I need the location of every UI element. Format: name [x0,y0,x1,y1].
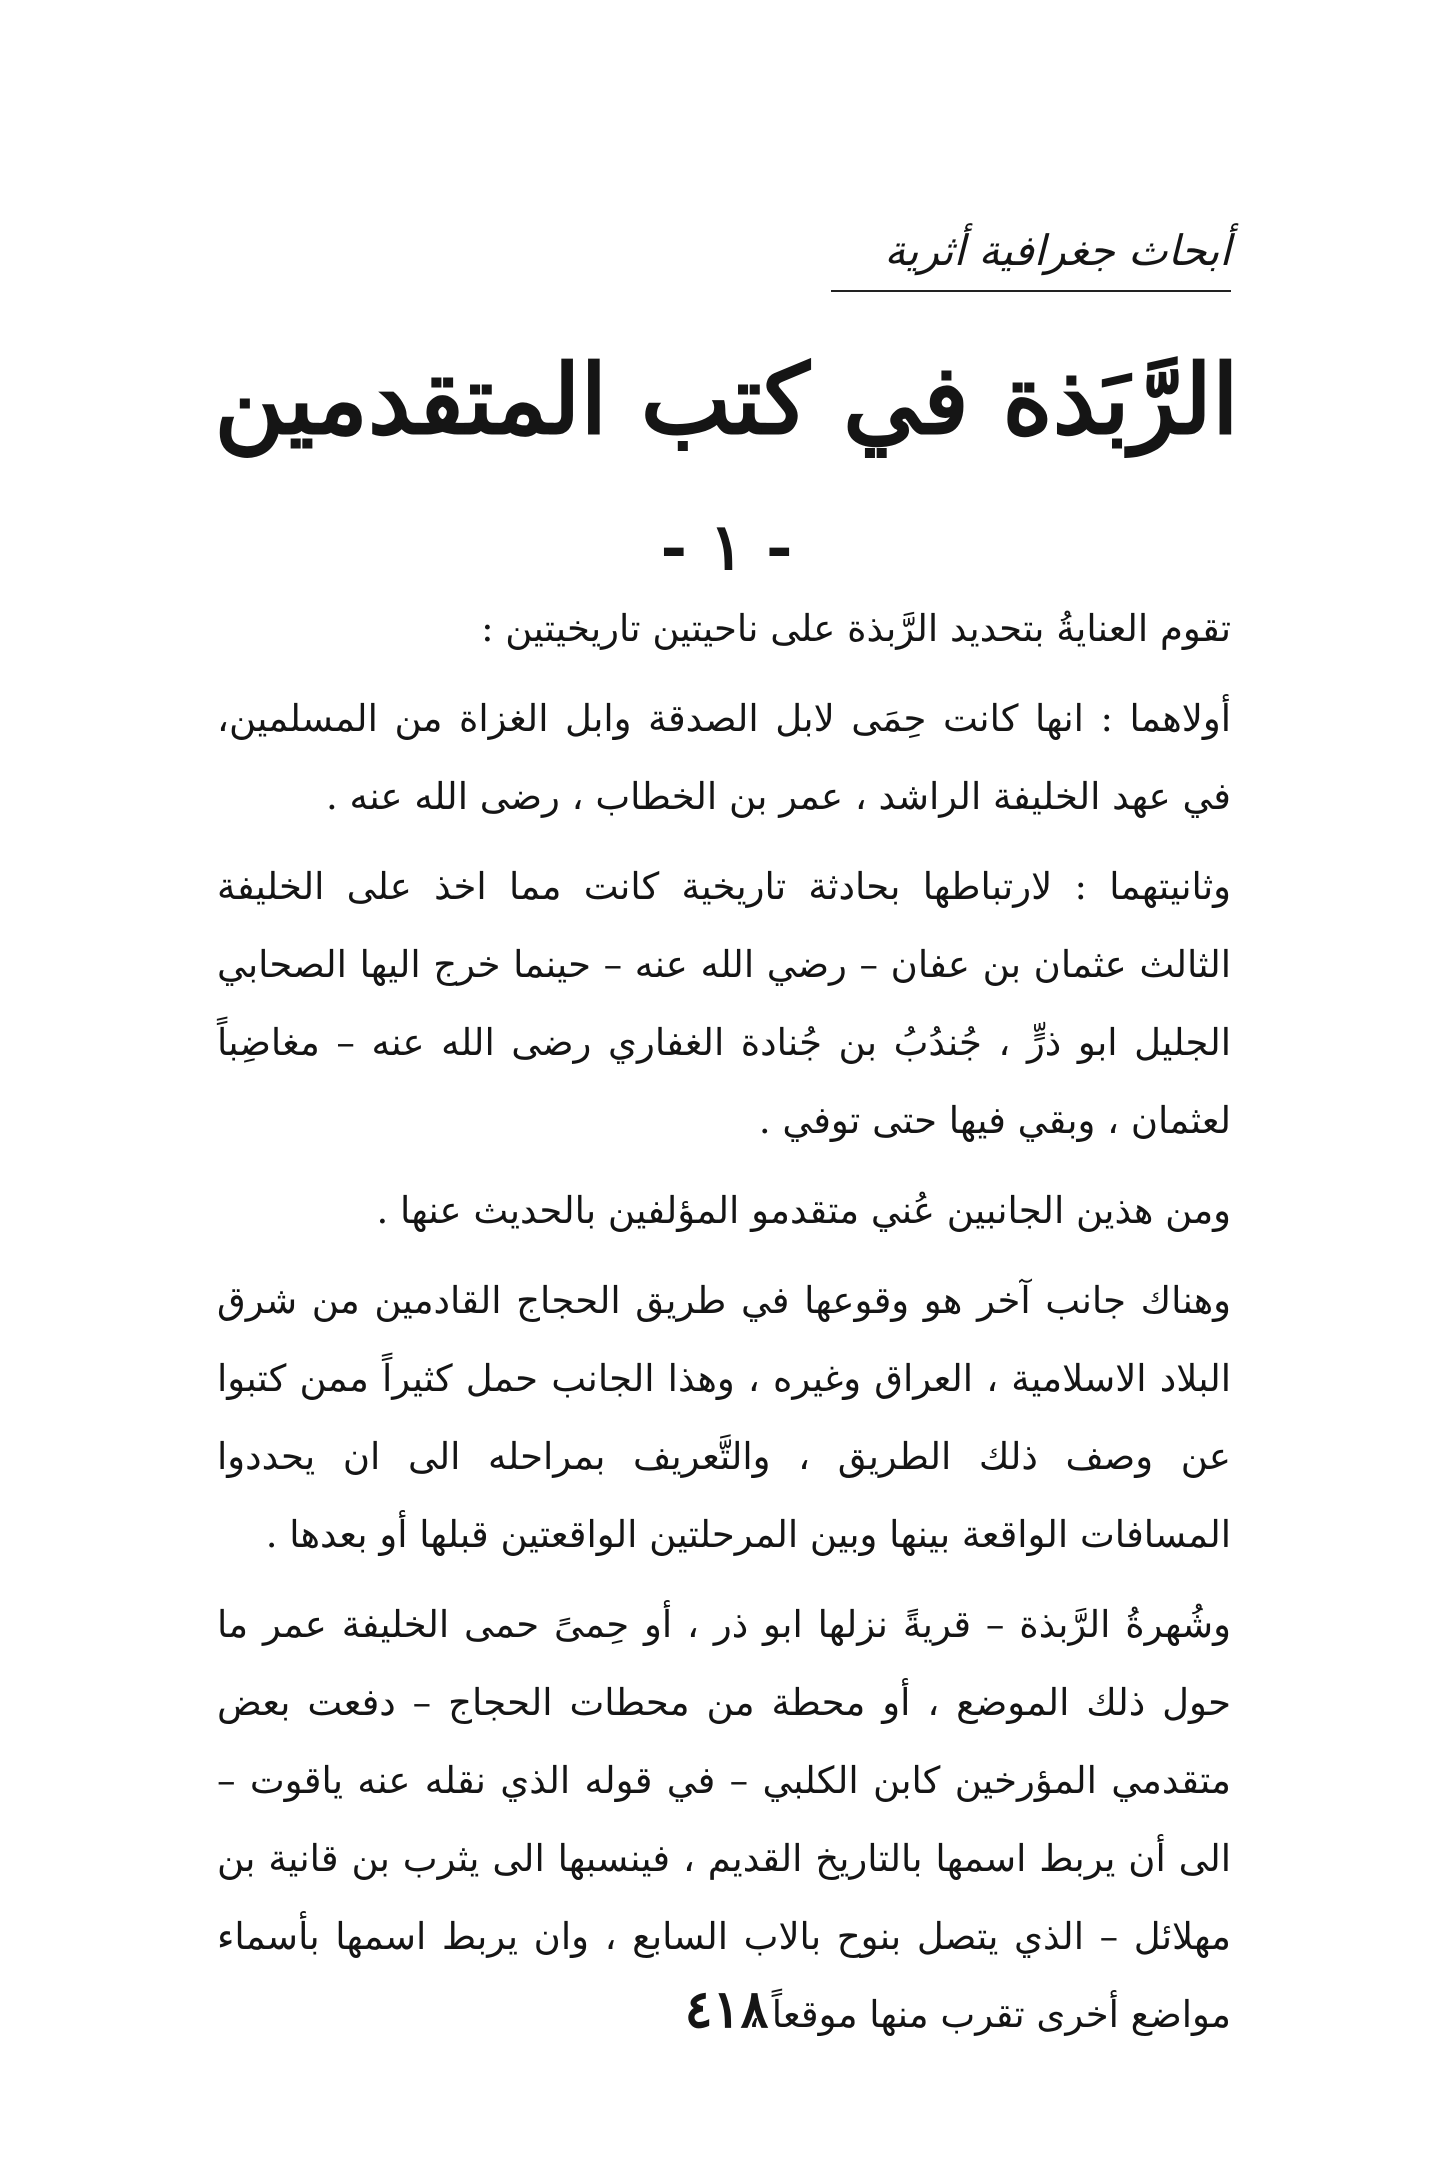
paragraph-pilgrim-route: وهناك جانب آخر هو وقوعها في طريق الحجاج القادمين من شرق البلاد الاسلامية ، العراق وغيره ، وهذا الجانب حمل كثيراً ممن كتبوا عن وصف ذلك الطريق ، والتَّعريف بمراحله الى ان يحددوا المسافات الواقعة بينها وبين المرحلتين الواقعتين قبلها أو بعدها . [217,1279,1231,1556]
paragraph-authors: ومن هذين الجانبين عُني متقدمو المؤلفين بالحديث عنها . [376,1189,1231,1232]
page-number: ٤١٨ [684,1979,769,2040]
article-title: الرَّبَذة في كتب المتقدمين [214,343,1239,456]
paragraph-fame: وشُهرةُ الرَّبذة – قريةً نزلها ابو ذر ، أو حِمىً حمى الخليفة عمر ما حول ذلك الموضع ، أو محطة من محطات الحجاج – دفعت بعض متقدمي المؤرخين كابن الكلبي – في قوله الذي نقله عنه ياقوت – الى أن يربط اسمها بالتاريخ القديم ، فينسبها الى يثرب بن قانية بن مهلائل – الذي يتصل بنوح بالاب السابع ، وان يربط اسمها بأسماء مواضع أخرى تقرب منها موقعاً ، [217,1603,1231,2036]
paragraph-intro: تقوم العنايةُ بتحديد الرَّبذة على ناحيتين تاريخيتين : [481,607,1231,650]
section-number: - ١ - [660,510,793,585]
running-head: أبحاث جغرافية أثرية [831,222,1231,292]
paragraph-second-aspect: وثانيتهما : لارتباطها بحادثة تاريخية كانت مما اخذ على الخليفة الثالث عثمان بن عفان – رضي الله عنه – حينما خرج اليها الصحابي الجليل ابو ذرٍّ ، جُندُبُ بن جُنادة الغفاري رضى الله عنه – مغاضِباً لعثمان ، وبقي فيها حتى توفي . [217,865,1231,1142]
body-text [217,590,1231,2066]
paragraph-first-aspect: أولاهما : انها كانت حِمَى لابل الصدقة وابل الغزاة من المسلمين، في عهد الخليفة الراشد ، عمر بن الخطاب ، رضى الله عنه . [217,697,1231,818]
